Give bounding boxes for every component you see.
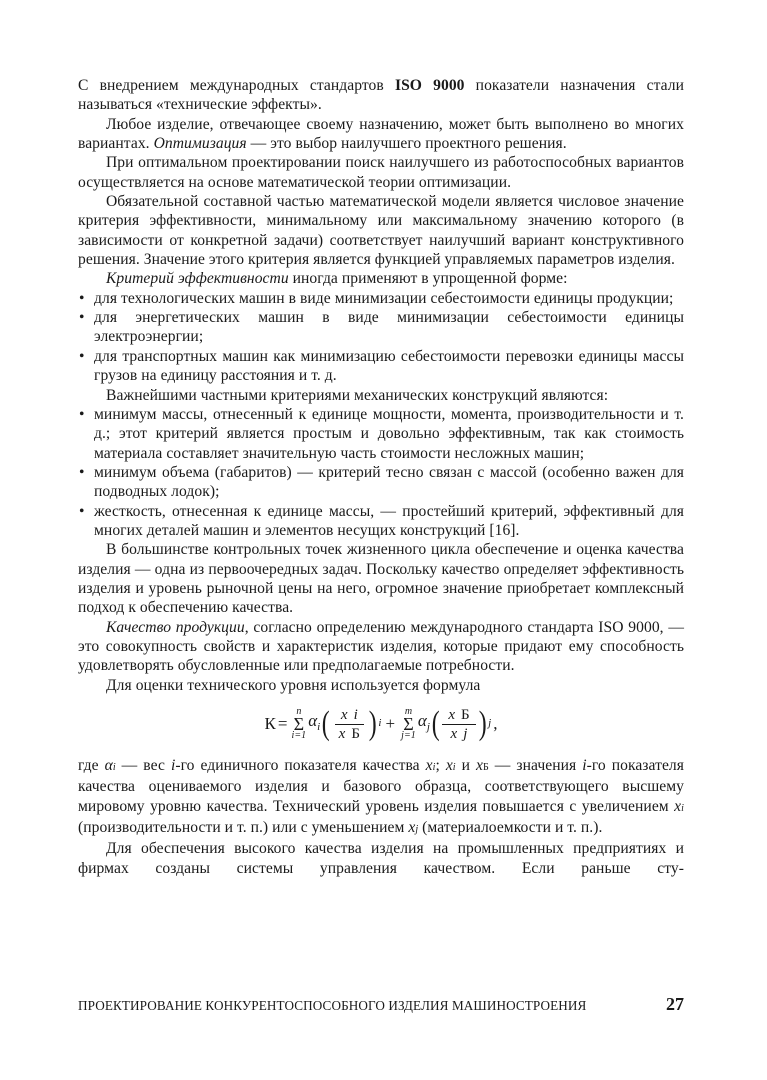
subscript: i: [378, 717, 382, 730]
term-optimization: Оптимизация: [153, 135, 247, 153]
standard-name: ISO 9000: [394, 77, 465, 94]
paragraph-11: Для обеспечения высокого качества изделия на промышленных предприятиях и фирмах созданы системы управления качеством. Если раньше сту-: [78, 840, 684, 877]
paragraph-5: [78, 269, 684, 288]
text: Любое изделие, отвечающее своему назначению, может быть выполнено во многих вариантах.: [78, 115, 684, 153]
sum-lower-limit: i=1: [291, 730, 307, 741]
var: i: [582, 757, 587, 774]
text: иногда применяют в упрощенной форме:: [288, 270, 568, 288]
subscript: Б: [482, 762, 489, 773]
subscript: j: [488, 717, 492, 730]
list-item-text: для транспортных машин как минимизацию себестоимости перевозки единицы массы грузов на единицу расстояния и т. д.: [94, 347, 684, 385]
text: и: [455, 757, 476, 774]
formula-comma: ,: [493, 714, 498, 734]
bullet-icon: •: [79, 289, 85, 307]
list-item-text: минимум объема (габаритов) — критерий тесно связан с массой (особенно важен для подводных лодок);: [94, 463, 684, 501]
bullet-icon: •: [79, 405, 85, 423]
alpha-symbol: α: [104, 757, 113, 774]
text: показатели назначения стали называться «технические эффекты».: [78, 77, 684, 114]
denominator: [445, 725, 474, 743]
text: -го показателя качества оцениваемого изделия и базового образца, соответствующего высшему мировому уровню качества. Технический уровень изделия повышается с увеличением: [78, 757, 684, 815]
sum-1: [292, 707, 307, 741]
sum-2: [401, 707, 416, 741]
text: С внедрением международных стандартов: [78, 77, 395, 94]
text: -го единичного показателя качества: [175, 757, 426, 774]
bullet-icon: •: [79, 502, 85, 520]
list-item: [78, 502, 684, 541]
formula-plus: +: [385, 714, 396, 734]
subscript: Б: [351, 725, 361, 742]
paragraph-1: [78, 76, 684, 115]
subscript: Б: [461, 706, 470, 723]
var: x: [408, 819, 416, 837]
var: x: [338, 725, 346, 742]
var: x: [476, 757, 483, 774]
list-item: [78, 347, 684, 386]
sigma-icon: Σ: [293, 714, 305, 734]
subscript: i: [681, 802, 684, 814]
paragraph-2: [78, 115, 684, 154]
page-footer: [78, 994, 684, 1015]
var: x: [674, 797, 682, 815]
left-paren: (: [321, 705, 330, 742]
fraction-2: [442, 706, 475, 743]
paragraph-3: При оптимальном проектировании поиск наилучшего из работоспособных вариантов осуществляется на основе математической теории оптимизации.: [78, 154, 684, 191]
bullet-icon: •: [79, 309, 85, 327]
paragraph-8: [78, 618, 684, 676]
subscript: j: [463, 725, 468, 742]
list-item: [78, 289, 684, 308]
subscript: j: [415, 824, 419, 836]
right-paren: ): [478, 705, 487, 742]
mechanical-criteria-list: [78, 405, 684, 540]
left-paren: (: [431, 705, 440, 742]
var: x: [445, 757, 453, 774]
technical-level-formula: [78, 695, 684, 753]
alpha-symbol: α: [308, 710, 318, 730]
sum-lower-limit: j=1: [401, 730, 416, 741]
subscript: j: [426, 720, 430, 733]
right-paren: ): [368, 705, 377, 742]
var: x: [340, 706, 348, 723]
page-body: [78, 76, 684, 878]
formula-equals: =: [277, 714, 288, 734]
bullet-icon: •: [79, 463, 85, 481]
subscript: i: [353, 706, 358, 723]
page-number: 27: [666, 994, 684, 1014]
alpha-i: [308, 711, 320, 737]
subscript: i: [112, 762, 116, 773]
list-item: [78, 308, 684, 347]
formula-lhs: К: [264, 714, 276, 734]
text: (материалоемкости и т. п.).: [418, 819, 603, 837]
var: x: [425, 757, 433, 774]
running-title: ПРОЕКТИРОВАНИЕ КОНКУРЕНТОСПОСОБНОГО ИЗДЕЛИЯ МАШИНОСТРОЕНИЯ: [78, 998, 587, 1013]
alpha-j: [418, 711, 430, 737]
var: x: [450, 725, 458, 742]
subscript: i: [317, 720, 321, 733]
paragraph-4: Обязательной составной частью математической модели является числовое значение критерия эффективности, минимальному или максимальному значению которого (в зависимости от конкретной задачи) соответствует наилучший вариант конструктивного решения. Значение этого критерия является функцией управляемых параметров изделия.: [78, 193, 684, 269]
subscript: i: [452, 762, 456, 773]
subscript: i: [432, 762, 436, 773]
paragraph-6: Важнейшими частными критериями механических конструкций являются:: [106, 386, 609, 404]
list-item: [78, 463, 684, 502]
numerator: [442, 706, 475, 725]
sum-upper-limit: n: [296, 706, 302, 717]
text: — значения: [488, 757, 583, 774]
text: (производительности и т. п.) или с уменьшением: [78, 819, 409, 837]
sigma-icon: Σ: [403, 714, 414, 734]
list-item: [78, 405, 684, 463]
paragraph-9: Для оценки технического уровня используется формула: [106, 676, 481, 694]
fraction-1: [333, 706, 366, 743]
alpha-symbol: α: [417, 710, 427, 730]
var: i: [170, 757, 176, 774]
denominator: [333, 725, 366, 743]
numerator: [335, 706, 364, 725]
efficiency-criteria-list: [78, 289, 684, 386]
term-efficiency-criterion: Критерий эффективности: [106, 270, 289, 288]
list-item-text: жесткость, отнесенная к единице массы, — простейший критерий, эффективный для многих деталей машин и элементов несущих конструкций [16].: [94, 502, 684, 539]
var: x: [448, 706, 456, 723]
text: , согласно определению международного стандарта ISO 9000, — это совокупность свойств и характеристик изделия, которые придают ему способность удовлетворять обусловленные или предполагаемые потребности.: [78, 618, 685, 675]
list-item-text: для технологических машин в виде минимизации себестоимости единицы продукции;: [94, 289, 674, 307]
paragraph-7: В большинстве контрольных точек жизненного цикла обеспечение и оценка качества изделия — одна из первоочередных задач. Поскольку качество определяет эффективность изделия и уровень рыночной цены на него, огромное значение приобретает комплексный подход к обеспечению качества.: [78, 541, 684, 617]
paragraph-10: [78, 756, 684, 839]
list-item-text: минимум массы, отнесенный к единице мощности, момента, производительности и т. д.; этот критерий является простым и довольно эффективным, так как стоимость материала составляет значительную часть стоимости несложных машин;: [94, 405, 684, 462]
text: — это выбор наилучшего проектного решения.: [246, 135, 567, 153]
term-product-quality: Качество продукции: [106, 618, 245, 636]
sum-upper-limit: m: [404, 706, 413, 717]
text: где: [78, 757, 105, 774]
text: ;: [435, 757, 446, 774]
bullet-icon: •: [79, 347, 85, 365]
list-item-text: для энергетических машин в виде минимизации себестоимости единицы электроэнергии;: [94, 309, 684, 346]
formula-row: [264, 706, 497, 743]
text: — вес: [115, 757, 171, 774]
